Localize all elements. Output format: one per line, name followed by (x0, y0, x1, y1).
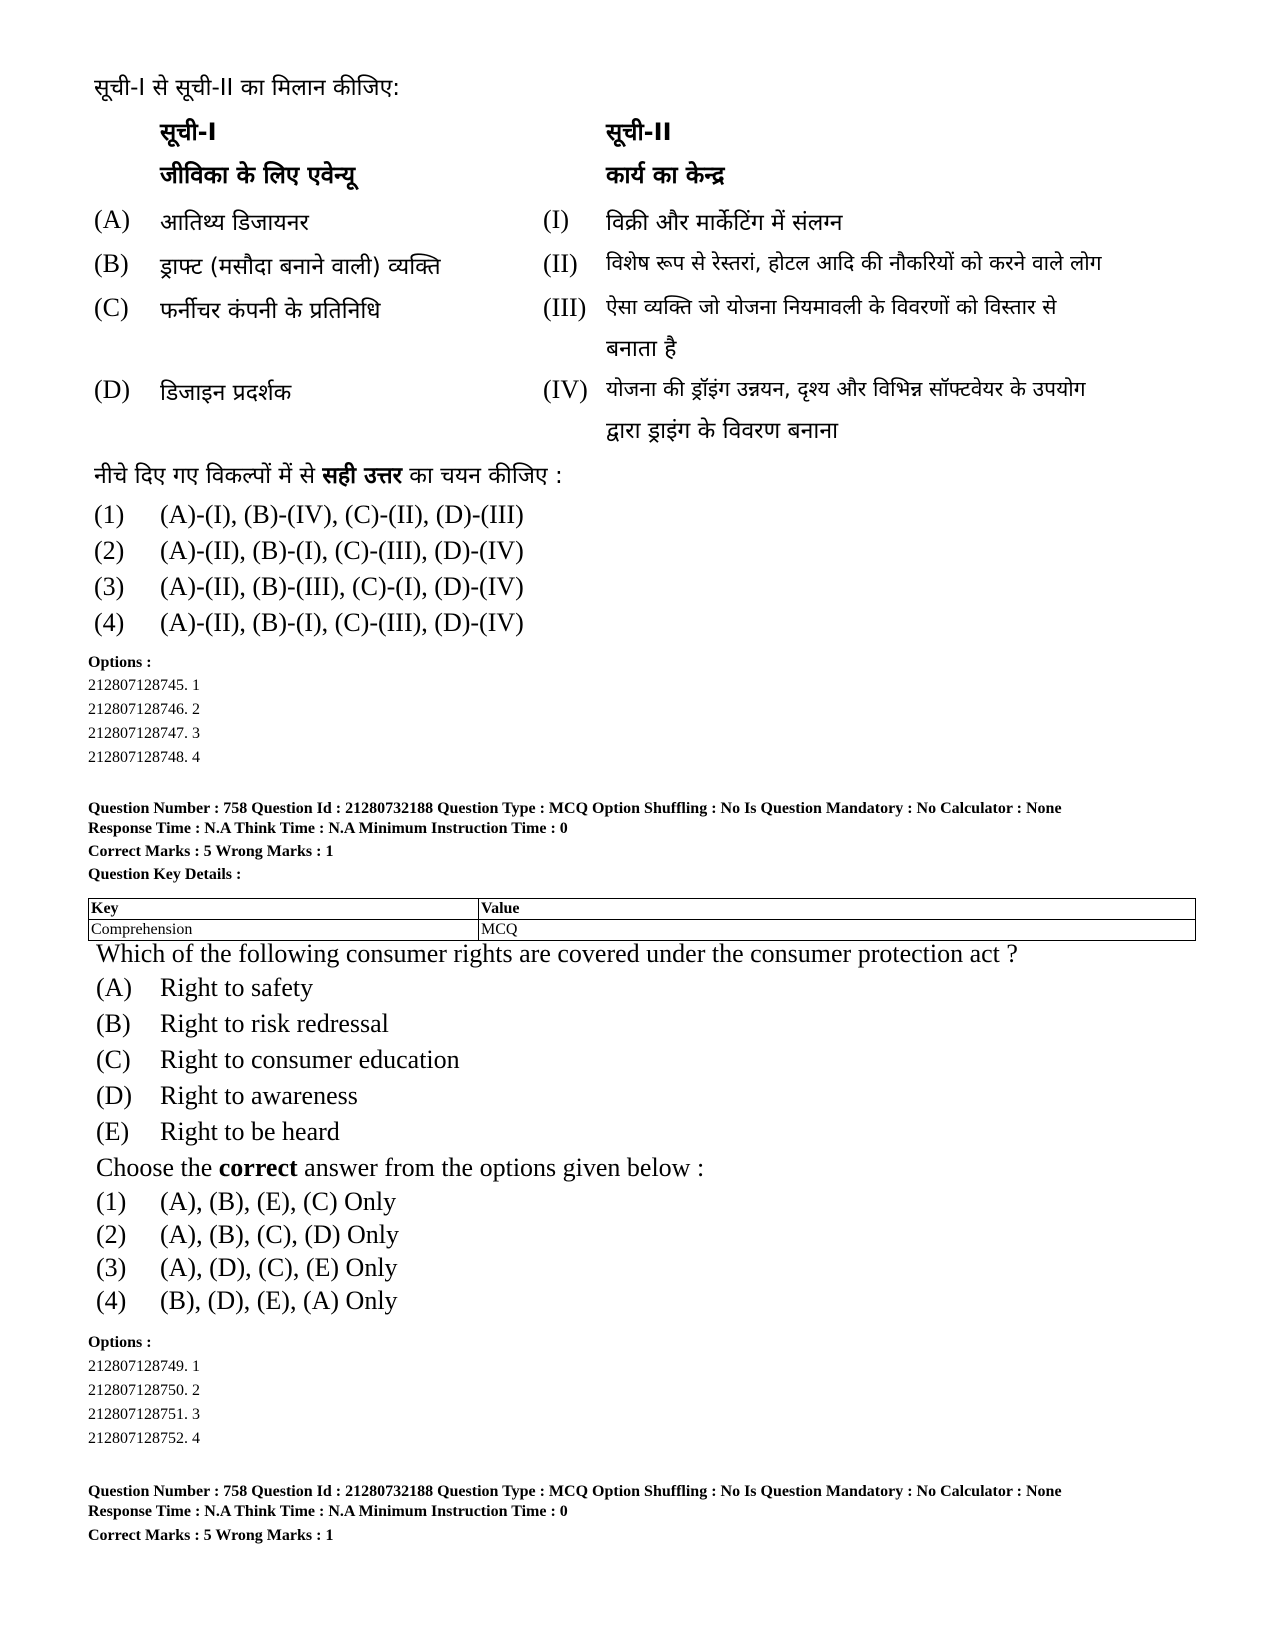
list2-item-cont: द्वारा ड्राइंग के विवरण बनाना (606, 418, 839, 444)
item-text: Right to risk redressal (160, 1009, 389, 1038)
list1-label: (A) (94, 205, 131, 234)
answer-number: (3) (96, 1253, 127, 1282)
list2-item: योजना की ड्रॉइंग उन्नयन, दृश्य और विभिन्न सॉफ्टवेयर के उपयोग (606, 377, 1086, 401)
option-id: 212807128745. 1 (88, 677, 200, 694)
item-label: (B) (96, 1009, 131, 1038)
list2-item: ऐसा व्यक्ति जो योजना नियमावली के विवरणों को विस्तार से (606, 295, 1057, 319)
answer-number: (2) (94, 536, 125, 565)
table-header: Value (479, 899, 1196, 920)
answer-number: (1) (96, 1187, 127, 1216)
option-id: 212807128747. 3 (88, 725, 200, 742)
item-text: Right to safety (160, 973, 314, 1002)
item-label: (C) (96, 1045, 131, 1074)
item-label: (A) (96, 973, 133, 1002)
list2-item: विशेष रूप से रेस्तरां, होटल आदि की नौकरियों को करने वाले लोग (606, 251, 1102, 275)
list1-label: (C) (94, 293, 129, 322)
table-header: Key (89, 899, 479, 920)
answer-text: (A), (B), (C), (D) Only (160, 1220, 400, 1249)
list1-item: फर्नीचर कंपनी के प्रतिनिधि (160, 298, 381, 324)
list2-label: (III) (543, 293, 587, 322)
item-text: Right to be heard (160, 1117, 340, 1146)
answer-number: (4) (96, 1286, 127, 1315)
answer-number: (3) (94, 572, 125, 601)
list1-item: ड्राफ्ट (मसौदा बनाने वाली) व्यक्ति (160, 254, 441, 280)
answer-number: (1) (94, 500, 125, 529)
list1-label: (B) (94, 249, 129, 278)
key-details-table (88, 898, 1196, 941)
item-label: (D) (96, 1081, 133, 1110)
list1-label: (D) (94, 375, 131, 404)
table-row (89, 920, 1196, 941)
answer-text: (A), (D), (C), (E) Only (160, 1253, 398, 1282)
answer-text: (A)-(II), (B)-(I), (C)-(III), (D)-(IV) (160, 536, 524, 565)
question-marks: Correct Marks : 5 Wrong Marks : 1 (88, 843, 334, 860)
list1-title: सूची-I (160, 118, 217, 146)
option-id: 212807128746. 2 (88, 701, 200, 718)
table-cell: MCQ (479, 920, 1196, 941)
options-label: Options : (88, 654, 152, 671)
list2-item-cont: बनाता है (606, 336, 677, 362)
question-meta: Response Time : N.A Think Time : N.A Minimum Instruction Time : 0 (88, 1503, 568, 1520)
question-meta: Question Number : 758 Question Id : 21280732188 Question Type : MCQ Option Shuffling : No Is Question Mandatory : No Calculator : None (88, 1483, 1062, 1500)
option-id: 212807128751. 3 (88, 1406, 200, 1423)
question-meta: Question Number : 758 Question Id : 21280732188 Question Type : MCQ Option Shuffling : No Is Question Mandatory : No Calculator : None (88, 800, 1062, 817)
question-text: Which of the following consumer rights are covered under the consumer protection act ? (96, 939, 1018, 968)
key-details-label: Question Key Details : (88, 866, 242, 883)
table-header-row (89, 899, 1196, 920)
choose-instruction: नीचे दिए गए विकल्पों में से सही उत्तर का चयन कीजिए : (94, 463, 563, 489)
item-text: Right to awareness (160, 1081, 358, 1110)
list2-label: (II) (543, 249, 578, 278)
answer-text: (A)-(I), (B)-(IV), (C)-(II), (D)-(III) (160, 500, 524, 529)
option-id: 212807128748. 4 (88, 749, 200, 766)
list2-title: सूची-II (606, 118, 672, 146)
list2-item: विक्री और मार्केटिंग में संलग्न (606, 210, 843, 236)
list1-item: आतिथ्य डिजायनर (160, 210, 309, 236)
item-label: (E) (96, 1117, 130, 1146)
list2-label: (I) (543, 205, 569, 234)
options-label: Options : (88, 1334, 152, 1351)
match-instruction: सूची-I से सूची-II का मिलान कीजिए: (94, 75, 401, 101)
list2-subtitle: कार्य का केन्द्र (606, 161, 725, 189)
option-id: 212807128752. 4 (88, 1430, 200, 1447)
item-text: Right to consumer education (160, 1045, 460, 1074)
list1-subtitle: जीविका के लिए एवेन्यू (160, 161, 356, 189)
answer-text: (A)-(II), (B)-(III), (C)-(I), (D)-(IV) (160, 572, 524, 601)
list1-item: डिजाइन प्रदर्शक (160, 380, 292, 406)
option-id: 212807128750. 2 (88, 1382, 200, 1399)
question-marks: Correct Marks : 5 Wrong Marks : 1 (88, 1527, 334, 1544)
choose-instruction: Choose the correct answer from the options given below : (96, 1153, 705, 1182)
answer-text: (A), (B), (E), (C) Only (160, 1187, 397, 1216)
table-cell: Comprehension (89, 920, 479, 941)
list2-label: (IV) (543, 375, 588, 404)
option-id: 212807128749. 1 (88, 1358, 200, 1375)
question-meta: Response Time : N.A Think Time : N.A Minimum Instruction Time : 0 (88, 820, 568, 837)
answer-text: (B), (D), (E), (A) Only (160, 1286, 398, 1315)
answer-number: (4) (94, 608, 125, 637)
answer-number: (2) (96, 1220, 127, 1249)
answer-text: (A)-(II), (B)-(I), (C)-(III), (D)-(IV) (160, 608, 524, 637)
